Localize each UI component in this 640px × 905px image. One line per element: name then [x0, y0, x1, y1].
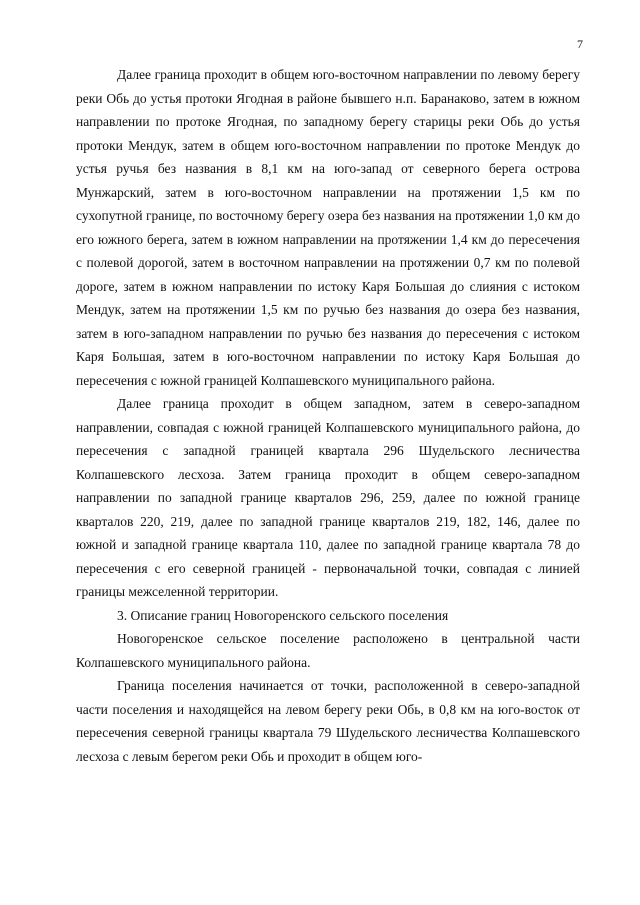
page-number: 7	[577, 37, 583, 51]
paragraph-boundary-southeast: Далее граница проходит в общем юго-восточном направлении по левому берегу реки Обь до устья протоки Ягодная в районе бывшего н.п. Баранаково, затем в южном направлении по протоке Ягодная, по западному берегу старицы реки Обь до устья протоки Мендук, затем в общем юго-восточном направлении по протоке Мендук до устья ручья без названия в 8,1 км на юго-запад от северного берега острова Мунжарский, затем в юго-восточном направлении на протяжении 1,5 км по сухопутной границе, по восточному берегу озера без названия на протяжении 1,0 км до его южного берега, затем в южном направлении на протяжении 1,4 км до пересечения с полевой дорогой, затем в восточном направлении на протяжении 0,7 км по полевой дороге, затем в южном направлении по истоку Каря Большая до слияния с истоком Мендук, затем на протяжении 1,5 км по ручью без названия до озера без названия, затем в юго-западном направлении по ручью без названия до пересечения с истоком Каря Большая, затем в юго-восточном направлении по истоку Каря Большая до пересечения с южной границей Колпашевского муниципального района.	[76, 67, 580, 388]
paragraph-settlement-location: Новогоренское сельское поселение расположено в центральной части Колпашевского муниципального района.	[76, 631, 580, 670]
document-body	[76, 63, 580, 768]
paragraph-boundary-start: Граница поселения начинается от точки, расположенной в северо-западной части поселения и находящейся на левом берегу реки Обь, в 0,8 км на юго-восток от пересечения северной границы квартала 79 Шудельского лесничества Колпашевского лесхоза с левым берегом реки Обь и проходит в общем юго-	[76, 678, 580, 764]
paragraph-boundary-west: Далее граница проходит в общем западном, затем в северо-западном направлении, совпадая с южной границей Колпашевского муниципального района, до пересечения с западной границей квартала 296 Шудельского лесничества Колпашевского лесхоза. Затем граница проходит в общем северо-западном направлении по западной границе кварталов 296, 259, далее по южной границе кварталов 220, 219, далее по западной границе кварталов 219, 182, 146, далее по южной и западной границе квартала 110, далее по западной границе квартала 78 до пересечения с его северной границей - первоначальной точки, совпадая с линией границы межселенной территории.	[76, 396, 580, 599]
section-heading: 3. Описание границ Новогоренского сельского поселения	[117, 607, 449, 623]
